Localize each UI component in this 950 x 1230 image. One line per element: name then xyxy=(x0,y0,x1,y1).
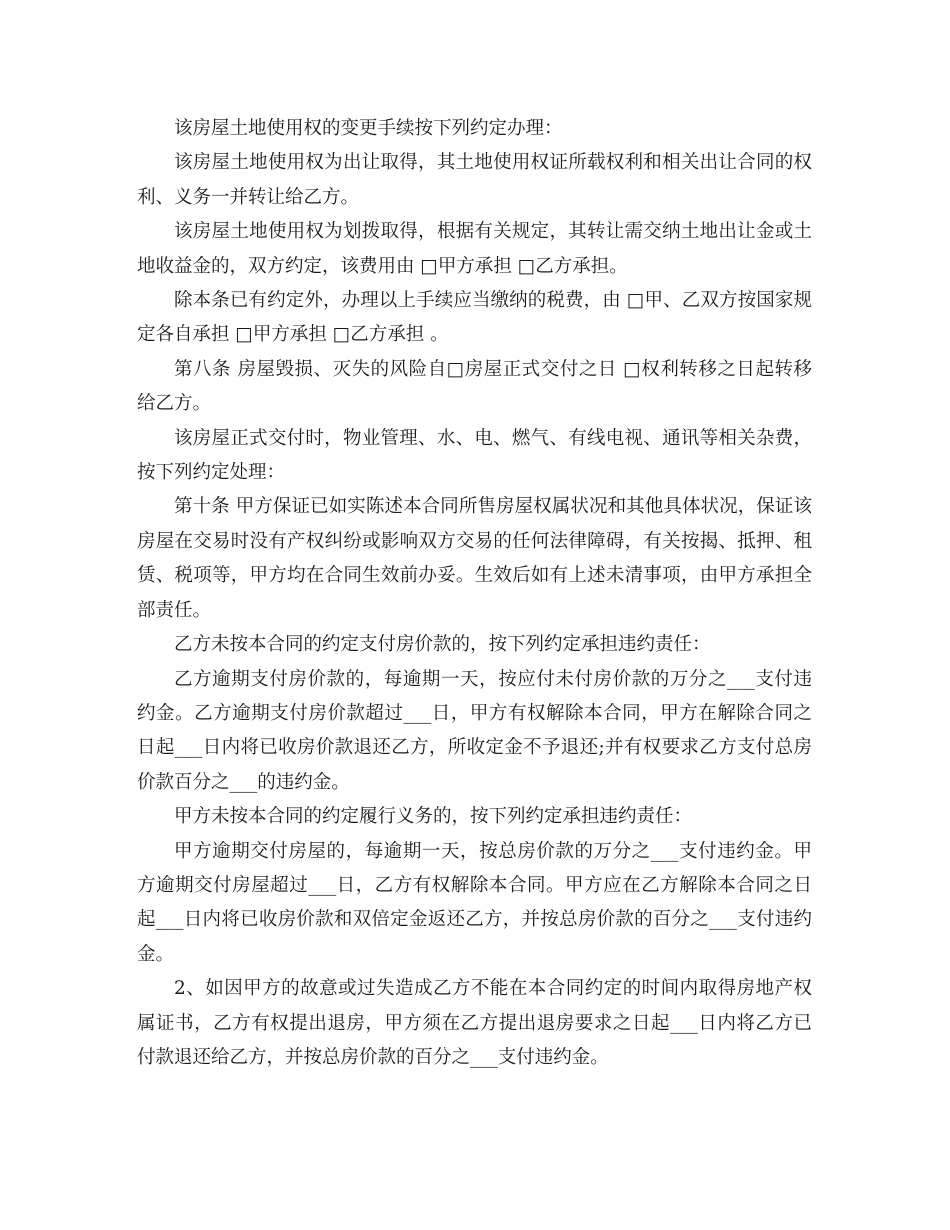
paragraph-taxes: 除本条已有约定外，办理以上手续应当缴纳的税费，由 □甲、乙双方按国家规定各自承担 □甲方承担 □乙方承担 。 xyxy=(137,290,812,346)
paragraph-article-8: 第八条 房屋毁损、灭失的风险自□房屋正式交付之日 □权利转移之日起转移给乙方。 xyxy=(137,358,812,415)
paragraph-land-use-change: 该房屋土地使用权的变更手续按下列约定办理： xyxy=(174,118,563,139)
paragraph-seller-default: 甲方未按本合同的约定履行义务的，按下列约定承担违约责任： xyxy=(174,806,693,828)
paragraph-buyer-default: 乙方未按本合同的约定支付房价款的，按下列约定承担违约责任： xyxy=(174,634,711,656)
document-page xyxy=(137,112,812,1075)
paragraph-title-certificate: 2、如因甲方的故意或过失造成乙方不能在本合同约定的时间内取得房地产权属证书，乙方有权提出退房，甲方须在乙方提出退房要求之日起___日内将乙方已付款退还给乙方，并按总房价款的百分之___支付违约金。 xyxy=(137,978,812,1068)
paragraph-handover-fees: 该房屋正式交付时，物业管理、水、电、燃气、有线电视、通讯等相关杂费，按下列约定处理： xyxy=(137,427,812,484)
paragraph-buyer-late-payment: 乙方逾期支付房价款的，每逾期一天，按应付未付房价款的万分之___支付违约金。乙方逾期支付房价款超过___日，甲方有权解除本合同，甲方在解除合同之日起___日内将已收房价款退还乙方，所收定金不予退还;并有权要求乙方支付总房价款百分之___的违约金。 xyxy=(137,668,812,793)
paragraph-article-10: 第十条 甲方保证已如实陈述本合同所售房屋权属状况和其他具体状况，保证该房屋在交易时没有产权纠纷或影响双方交易的任何法律障碍，有关按揭、抵押、租赁、税项等，甲方均在合同生效前办妥。生效后如有上述未清事项，由甲方承担全部责任。 xyxy=(137,496,812,621)
paragraph-transfer-grant: 该房屋土地使用权为出让取得，其土地使用权证所载权利和相关出让合同的权利、义务一并转让给乙方。 xyxy=(137,152,812,208)
paragraph-seller-late-delivery: 甲方逾期交付房屋的，每逾期一天，按总房价款的万分之___支付违约金。甲方逾期交付房屋超过___日，乙方有权解除本合同。甲方应在乙方解除本合同之日起___日内将已收房价款和双倍定金返还乙方，并按总房价款的百分之___支付违约金。 xyxy=(137,840,812,965)
paragraph-allocation-fee: 该房屋土地使用权为划拨取得，根据有关规定，其转让需交纳土地出让金或土地收益金的，双方约定，该费用由 □甲方承担 □乙方承担。 xyxy=(137,221,812,277)
